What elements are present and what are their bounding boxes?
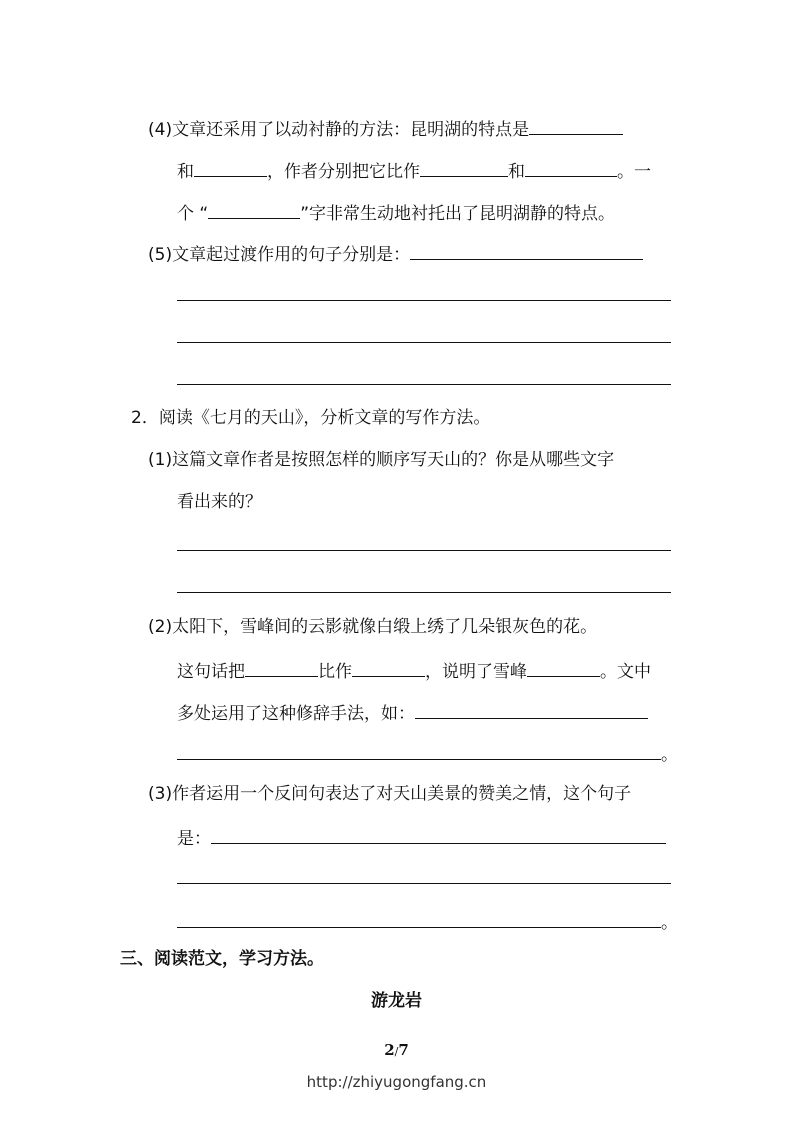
q1-5-line-1 [148, 241, 643, 266]
q2-1-line-2: 看出来的？ [177, 492, 262, 512]
answer-blank[interactable] [177, 909, 661, 928]
answer-line[interactable] [177, 300, 671, 301]
q2-2-text-b4: 。文中 [600, 662, 651, 682]
essay-title: 游龙岩 [371, 991, 422, 1011]
q2-1-line-1: (1)这篇文章作者是按照怎样的顺序写天山的？你是从哪些文字 [148, 450, 615, 470]
q2-3-line-1: (3)作者运用一个反问句表达了对天山美景的赞美之情，这个句子 [148, 784, 632, 804]
q2-2-end: 。 [661, 745, 678, 765]
q2-2-line-1: (2)太阳下，雪峰间的云影就像白缎上绣了几朵银灰色的花。 [148, 617, 598, 637]
q1-4-line-1 [148, 116, 623, 141]
q1-4-text-c: ，作者分别把它比作 [267, 162, 420, 182]
q1-4-text-g: ”字非常生动地衬托出了昆明湖静的特点。 [300, 204, 616, 224]
answer-blank[interactable] [529, 116, 623, 135]
answer-blank[interactable] [208, 200, 300, 219]
answer-blank[interactable] [527, 658, 600, 677]
q2-2-text-b2: 比作 [318, 662, 352, 682]
answer-line[interactable] [177, 883, 671, 884]
answer-blank[interactable] [194, 158, 267, 177]
q2-3-end: 。 [661, 913, 678, 933]
footer-url[interactable]: http://zhiyugongfang.cn [306, 1073, 487, 1091]
page-current: 2 [384, 1041, 395, 1059]
q2-3-line-4 [177, 909, 678, 934]
answer-line[interactable] [177, 550, 671, 551]
q2-heading: 2．阅读《七月的天山》，分析文章的写作方法。 [131, 408, 491, 428]
q2-2-line-4 [177, 741, 678, 766]
q2-2-line-3 [177, 700, 648, 725]
q1-5-text-a: (5)文章起过渡作用的句子分别是： [148, 245, 411, 265]
q1-4-text-d: 和 [508, 162, 525, 182]
answer-blank[interactable] [420, 158, 508, 177]
answer-blank[interactable] [177, 741, 661, 760]
page-total: 7 [398, 1041, 409, 1059]
answer-line[interactable] [177, 384, 671, 385]
q1-4-text-e: 。一 [617, 162, 651, 182]
page-number [0, 1039, 793, 1063]
answer-line[interactable] [177, 592, 671, 593]
answer-blank[interactable] [211, 825, 666, 844]
q1-4-text-b: 和 [177, 162, 194, 182]
section-3-heading: 三、阅读范文，学习方法。 [120, 949, 324, 969]
answer-blank[interactable] [525, 158, 617, 177]
answer-blank[interactable] [245, 658, 318, 677]
answer-line[interactable] [177, 342, 671, 343]
answer-blank[interactable] [415, 700, 648, 719]
q1-4-line-2 [177, 158, 651, 183]
answer-blank[interactable] [352, 658, 425, 677]
q2-2-text-c: 多处运用了这种修辞手法，如： [177, 704, 415, 724]
q1-4-text-f: 个 “ [177, 204, 209, 224]
q1-4-line-3 [177, 200, 615, 225]
q2-3-text-b: 是： [177, 829, 211, 849]
q2-3-line-2 [177, 825, 666, 850]
q1-4-text-a: (4)文章还采用了以动衬静的方法：昆明湖的特点是 [148, 120, 530, 140]
page-separator: / [394, 1045, 399, 1058]
q2-2-text-b3: ，说明了雪峰 [425, 662, 527, 682]
q2-2-text-b1: 这句话把 [177, 662, 245, 682]
q2-2-line-2 [177, 658, 651, 683]
answer-blank[interactable] [410, 241, 643, 260]
